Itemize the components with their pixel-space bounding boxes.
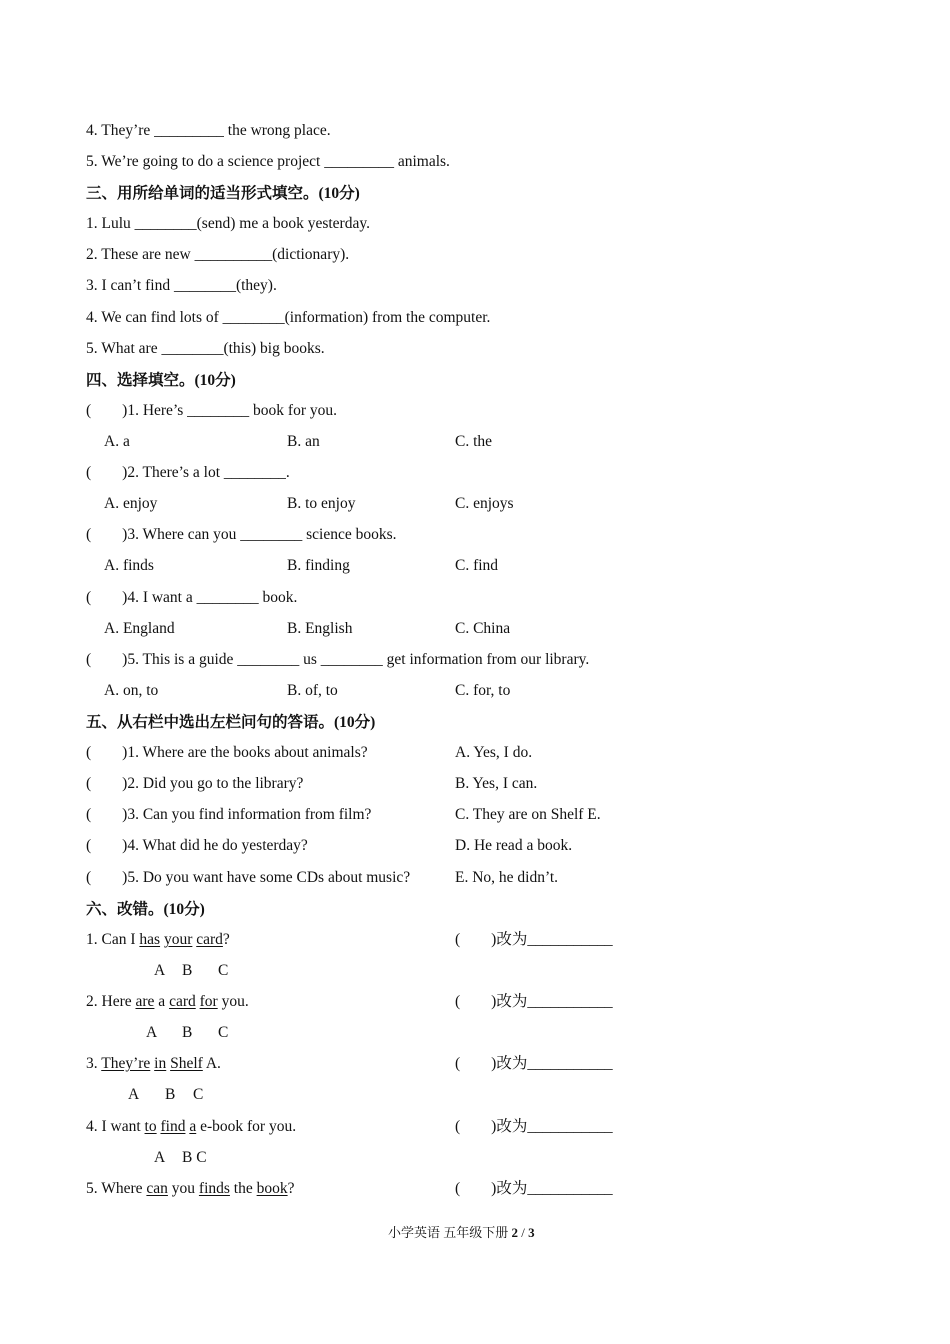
option-b: B. to enjoy [287,495,356,512]
sec6-item-4: 4. I want to find a e-book for you. ( )改为___________ [0,1115,950,1139]
option-c: C. the [455,433,493,450]
footer-title: 小学英语 五年级下册 [388,1225,509,1240]
option-b: B. finding [287,557,350,574]
sec3-item-3: 3. I can’t find ________(they). [86,277,277,294]
answer-slot: ( )改为___________ [455,1055,613,1072]
sec5-row-4: ( )4. What did he do yesterday? D. He read a book. [86,837,573,854]
page-footer [0,1221,950,1245]
option-c: C. find [455,557,499,574]
sec5-heading: 五、从右栏中选出左栏问句的答语。(10分) [86,713,376,731]
sec6-heading: 六、改错。(10分) [86,900,205,918]
sec6-letters-3: A B C [128,1086,204,1103]
option-c: C. enjoys [455,495,514,512]
footer-page: 2 [511,1225,519,1240]
sec4-options-3 [0,554,950,578]
option-b: B. an [287,433,320,450]
option-b: B. of, to [287,682,338,699]
option-a: A. enjoy [104,495,158,512]
option-a: A. a [104,433,130,450]
sec4-options-4 [0,617,950,641]
answer-slot: ( )改为___________ [455,1180,613,1197]
sec4-question-5: ( )5. This is a guide ________ us ________ get information from our library. [86,651,590,668]
option-a: A. on, to [104,682,159,699]
sec6-item-3: 3. They’re in Shelf A. ( )改为___________ [0,1052,950,1076]
sec3-item-2: 2. These are new __________(dictionary). [86,246,350,263]
sec6-item-2: 2. Here are a card for you. ( )改为___________ [0,990,950,1014]
option-a: A. finds [104,557,154,574]
sec4-options-1 [0,430,950,454]
sec4-question-4: ( )4. I want a ________ book. [86,589,298,606]
sec2-item-5: 5. We’re going to do a science project _________ animals. [86,153,450,170]
sec3-item-5: 5. What are ________(this) big books. [86,340,325,357]
sec4-question-1: ( )1. Here’s ________ book for you. [86,402,337,419]
sec6-letters-4: A B C [154,1149,207,1166]
option-c: C. for, to [455,682,511,699]
sec5-row-5: ( )5. Do you want have some CDs about music? E. No, he didn’t. [86,869,559,886]
option-a: A. England [104,620,175,637]
sec3-heading: 三、用所给单词的适当形式填空。(10分) [86,184,360,202]
sec5-row-2: ( )2. Did you go to the library? B. Yes, I can. [86,775,538,792]
answer-slot: ( )改为___________ [455,993,613,1010]
answer-slot: ( )改为___________ [455,1118,613,1135]
sec6-letters-2: A B C [146,1024,229,1041]
sec4-options-2 [0,492,950,516]
footer-total: 3 [528,1225,535,1240]
sec4-question-2: ( )2. There’s a lot ________. [86,464,290,481]
sec5-row-1: ( )1. Where are the books about animals? A. Yes, I do. [86,744,533,761]
sec3-item-1: 1. Lulu ________(send) me a book yesterday. [86,215,370,232]
sec6-item-1: 1. Can I has your card? ( )改为___________ [0,928,950,952]
sec4-heading: 四、选择填空。(10分) [86,371,236,389]
footer-sep: / [521,1225,525,1240]
sec6-letters-1: A B C [154,962,229,979]
sec4-question-3: ( )3. Where can you ________ science books. [86,526,397,543]
sec3-item-4: 4. We can find lots of ________(information) from the computer. [86,309,491,326]
sec5-row-3: ( )3. Can you find information from film? C. They are on Shelf E. [86,806,601,823]
sec4-options-5 [0,679,950,703]
sec6-item-5: 5. Where can you finds the book? ( )改为___________ [0,1177,950,1201]
option-b: B. English [287,620,353,637]
answer-slot: ( )改为___________ [455,931,613,948]
option-c: C. China [455,620,511,637]
sec2-item-4: 4. They’re _________ the wrong place. [86,122,331,139]
